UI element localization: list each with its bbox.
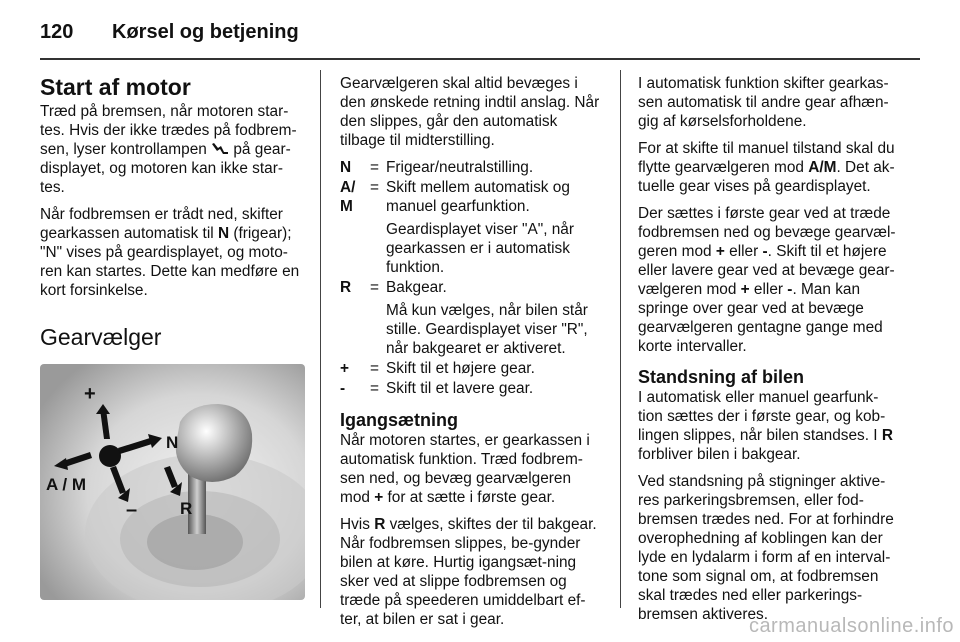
gear-selector-illustration	[40, 364, 305, 600]
section-heading-gear-selector: Gearvælger	[40, 324, 162, 350]
paragraph: I automatisk eller manuel gearfunk-tion sættes der i første gear, og kob-lingen slippes, når bilen standses. I R forbliver bilen i bakgear.	[638, 389, 893, 463]
header-rule	[40, 58, 920, 60]
section-heading-start: Start af motor	[40, 74, 191, 100]
label-n: N	[166, 433, 179, 452]
paragraph: Hvis R vælges, skiftes der til bakgear. Når fodbremsen slippes, be-gynder bilen at køre. Hurtig igangsæt-ning sker ved at slippe fodbremsen og træde på speederen umiddelbart ef-ter, at bilen er sat i gear.	[340, 516, 597, 628]
paragraph: Når motoren startes, er gearkassen i automatisk funktion. Træd fodbrem-sen ned, og bevæg gearvælgeren mod + for at sætte i første gear.	[340, 432, 590, 506]
column-1	[40, 74, 305, 600]
label-plus: +	[84, 383, 96, 405]
definition-row: N = Frigear/neutralstilling.	[340, 159, 534, 176]
column-3	[638, 74, 902, 632]
paragraph: Træd på bremsen, når motoren star-tes. Hvis der ikke trædes på fodbrem-sen, lyser kontrollampen på gear-displayet, og motoren kan ikke star-tes.	[40, 103, 297, 196]
section-heading-stopping: Standsning af bilen	[638, 367, 805, 387]
column-divider	[320, 70, 321, 608]
page-number: 120	[40, 20, 74, 43]
definition-row: - = Skift til et lavere gear.	[340, 380, 534, 397]
definition-row: R = Bakgear. Må kun vælges, når bilen står stille. Geardisplayet viser "R", når bakgearet er aktiveret.	[340, 279, 588, 357]
label-r: R	[180, 499, 193, 518]
definition-row: A/ M = Skift mellem automatisk og manuel gearfunktion. Geardisplayet viser "A", når gearkassen er i automatisk funktion.	[340, 179, 574, 276]
column-divider	[620, 70, 621, 608]
column-2	[340, 74, 605, 637]
paragraph: Der sættes i første gear ved at træde fodbremsen ned og bevæge gearvæl-geren mod + eller -. Skift til et højere eller lavere gear ved at bevæge gear-vælgeren mod + eller -. Man kan springe over gear ved at bevæge gearvælgeren gentagne gange med korte intervaller.	[638, 205, 896, 355]
label-am: A / M	[46, 475, 86, 494]
watermark: carmanualsonline.info	[748, 615, 954, 637]
chapter-title: Kørsel og betjening	[112, 20, 299, 43]
page-header	[40, 14, 299, 50]
gear-definition-list	[340, 158, 605, 399]
paragraph: Ved standsning på stigninger aktive-res parkeringsbremsen, eller fod-bremsen trædes ned. For at forhindre overophedning af koblingen kan der lyde en lydalarm i form af en interval-tone som signal om, at fodbremsen skal trædes ned eller parkerings-bremsen aktiveres.	[638, 473, 894, 623]
paragraph: Gearvælgeren skal altid bevæges i den ønskede retning indtil anslag. Når den slippes, går den automatisk tilbage til midterstilling.	[340, 75, 600, 149]
paragraph: For at skifte til manuel tilstand skal du flytte gearvælgeren mod A/M. Det ak-tuelle gear vises på geardisplayet.	[638, 140, 895, 195]
section-heading-start-off: Igangsætning	[340, 410, 458, 430]
selector-center-dot	[99, 445, 121, 467]
paragraph: Når fodbremsen er trådt ned, skifter gearkassen automatisk til N (frigear); "N" vises på geardisplayet, og moto-ren kan startes. Dette kan medføre en kort forsinkelse.	[40, 206, 300, 299]
foot-on-brake-lamp-icon	[211, 141, 229, 158]
definition-row: + = Skift til et højere gear.	[340, 360, 535, 377]
label-minus: –	[126, 499, 138, 521]
paragraph: I automatisk funktion skifter gearkas-sen automatisk til andre gear afhæn-gig af kørselsforholdene.	[638, 75, 889, 130]
